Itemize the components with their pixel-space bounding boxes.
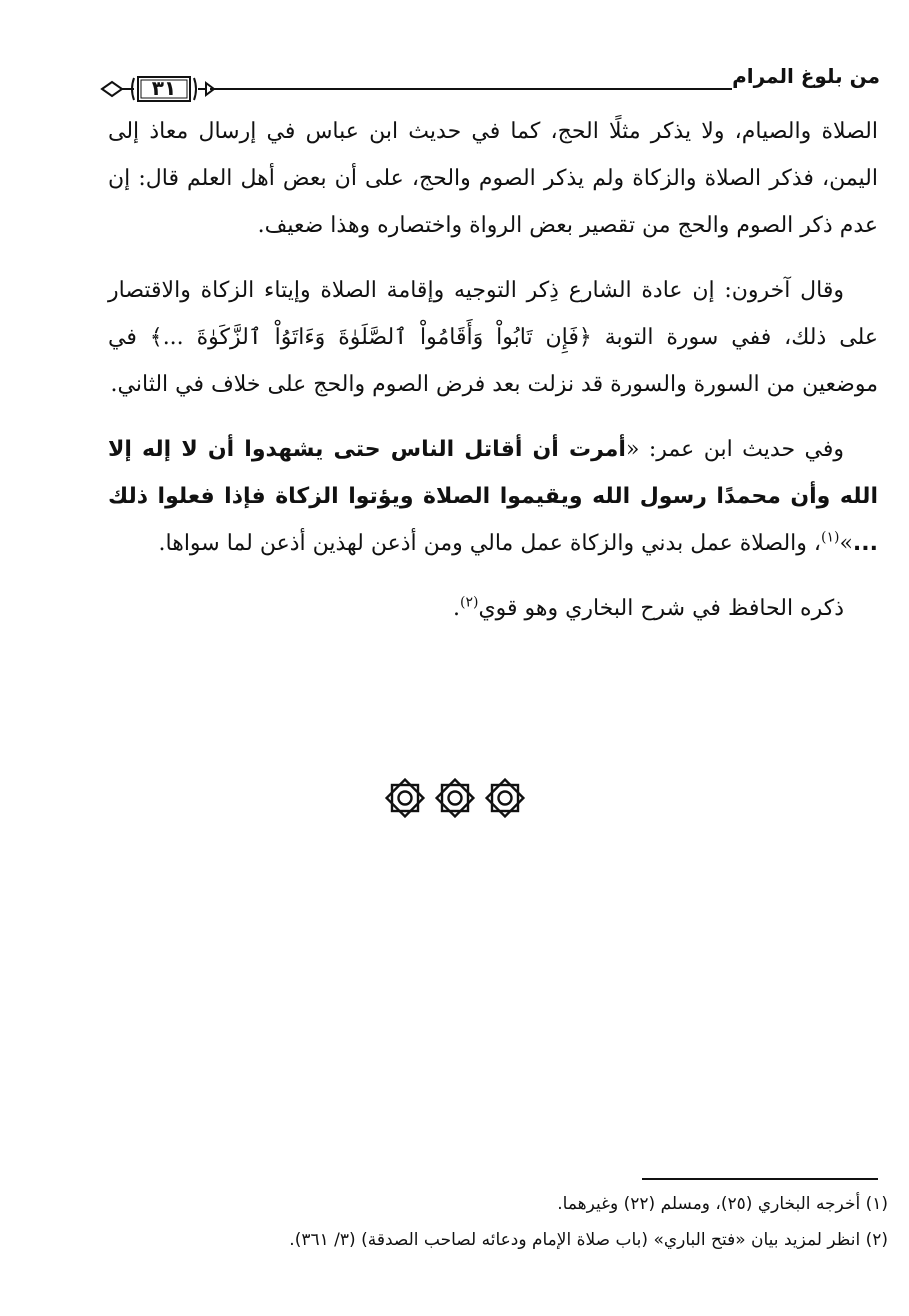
hadith-text: أمرت أن أقاتل الناس حتى يشهدوا أن لا إله إلا الله وأن محمدًا رسول الله ويقيموا الصلاة ويؤتوا الزكاة فإذا فعلوا ذلك ... bbox=[108, 437, 878, 556]
paragraph-3-text-start: وفي حديث ابن عمر: « bbox=[625, 437, 844, 462]
main-text bbox=[108, 108, 878, 650]
book-title: من بلوغ المرام bbox=[732, 64, 880, 88]
section-divider bbox=[0, 776, 909, 820]
paragraph-1: الصلاة والصيام، ولا يذكر مثلًا الحج، كما في حديث ابن عباس في إرسال معاذ إلى اليمن، فذكر الصلاة والزكاة ولم يذكر الصوم والحج، على أن بعض أهل العلم قال: إن عدم ذكر الصوم والحج من تقصير بعض الرواة واختصاره وهذا ضعيف. bbox=[108, 119, 878, 238]
header-rule bbox=[210, 88, 732, 90]
paragraph-2-text-end: في موضعين من السورة والسورة قد نزلت بعد فرض الصوم والحج على خلاف في الثاني. bbox=[108, 325, 878, 397]
paragraph-2 bbox=[108, 267, 878, 408]
paragraph-2-text-start: وقال آخرون: إن عادة الشارع ذِكر التوجيه وإقامة الصلاة وإيتاء الزكاة والاقتصار على ذلك، ففي سورة التوبة bbox=[108, 278, 878, 350]
page-number: ٣١ bbox=[151, 76, 177, 100]
footnote-rule bbox=[642, 1178, 878, 1180]
footnote-2: (٢) انظر لمزيد بيان «فتح الباري» (باب صلاة الإمام ودعائه لصاحب الصدقة) (٣/ ٣٦١). bbox=[289, 1230, 888, 1250]
footnote-ref-2[interactable]: (٢) bbox=[459, 594, 479, 611]
running-header bbox=[100, 62, 880, 114]
paragraph-4-period: . bbox=[452, 596, 460, 621]
paragraph-4 bbox=[108, 585, 878, 632]
paragraph-3-text-end: ، والصلاة عمل بدني والزكاة عمل مالي ومن أذعن لهذين أذعن لما سواها. bbox=[158, 531, 821, 556]
footnote-ref-1[interactable]: (١) bbox=[820, 529, 840, 546]
hadith-close-quote: » bbox=[839, 531, 853, 556]
octagram-ornament-icon bbox=[380, 776, 530, 820]
footnotes bbox=[108, 1186, 888, 1258]
paragraph-4-text: ذكره الحافظ في شرح البخاري وهو قوي bbox=[478, 596, 844, 621]
paragraph-3 bbox=[108, 426, 878, 567]
quran-verse: ﴿فَإِن تَابُواْ وَأَقَامُواْ ٱلصَّلَوٰةَ وَءَاتَوُاْ ٱلزَّكَوٰةَ ...﴾ bbox=[149, 325, 592, 350]
footnote-1: (١) أخرجه البخاري (٢٥)، ومسلم (٢٢) وغيرهما. bbox=[557, 1194, 888, 1214]
